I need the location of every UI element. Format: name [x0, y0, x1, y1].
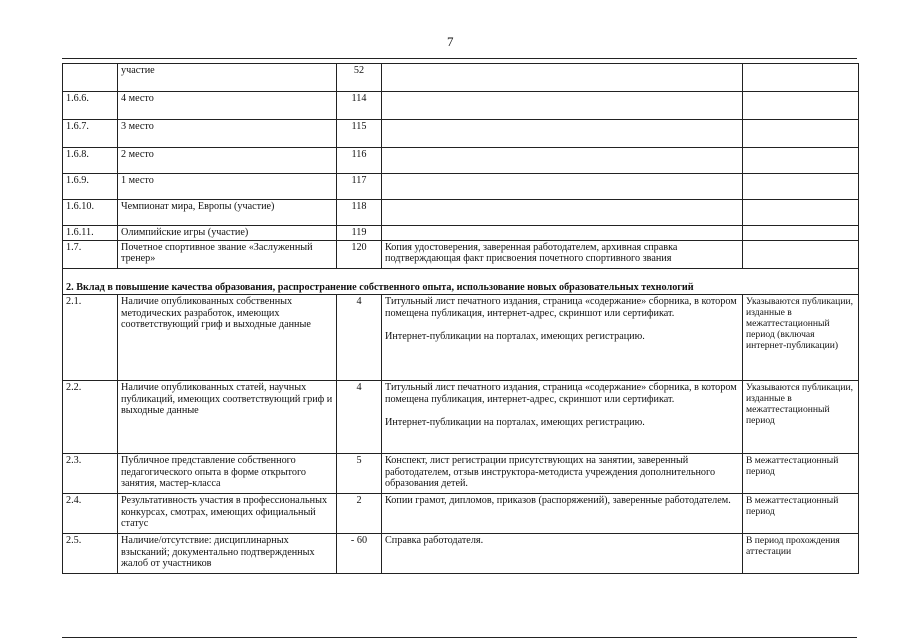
- confirming-documents: [382, 200, 743, 226]
- documents-text: Титульный лист печатного издания, страница «содержание» сборника, в котором помещена публикация, интернет-адрес, скриншот или сертификат.: [385, 296, 737, 319]
- section-2-heading: 2. Вклад в повышение качества образования, распространение собственного опыта, использование новых образовательных технологий: [63, 268, 859, 295]
- criterion-points: 52: [337, 64, 382, 92]
- row-number: 1.6.10.: [63, 200, 118, 226]
- criterion-points: 114: [337, 92, 382, 120]
- criterion-note: [743, 240, 859, 268]
- confirming-documents: [382, 148, 743, 174]
- row-number: 1.6.6.: [63, 92, 118, 120]
- criterion-points: 116: [337, 148, 382, 174]
- table-row: [63, 454, 859, 494]
- page-number: 7: [447, 34, 454, 49]
- bottom-rule: [62, 637, 857, 638]
- row-number: [63, 64, 118, 92]
- criterion-points: 120: [337, 240, 382, 268]
- criterion-name: Наличие опубликованных статей, научных публикаций, имеющих соответствующий гриф и выходные данные: [118, 381, 337, 454]
- confirming-documents: [382, 120, 743, 148]
- criterion-note: Указываются публикации, изданные в межаттестационный период (включая интернет-публикации): [743, 295, 859, 381]
- section-header-row: [63, 268, 859, 295]
- criterion-points: 119: [337, 226, 382, 241]
- confirming-documents: Конспект, лист регистрации присутствующих на занятии, заверенный работодателем, отзыв инструктора-методиста учреждения дополнительного образования детей.: [382, 454, 743, 494]
- table-row: [63, 120, 859, 148]
- row-number: 1.6.11.: [63, 226, 118, 241]
- confirming-documents: Копии грамот, дипломов, приказов (распоряжений), заверенные работодателем.: [382, 494, 743, 534]
- documents-text-extra: Интернет-публикации на порталах, имеющих регистрацию.: [385, 331, 645, 342]
- criterion-name: Чемпионат мира, Европы (участие): [118, 200, 337, 226]
- criterion-name: Наличие опубликованных собственных методических разработок, имеющих соответствующий гриф и выходные данные: [118, 295, 337, 381]
- criterion-name: Публичное представление собственного педагогического опыта в форме открытого занятия, мастер-класса: [118, 454, 337, 494]
- table-row: [63, 494, 859, 534]
- criterion-note: [743, 64, 859, 92]
- table-row: [63, 92, 859, 120]
- criterion-points: 2: [337, 494, 382, 534]
- criterion-points: 118: [337, 200, 382, 226]
- criterion-points: - 60: [337, 534, 382, 574]
- criterion-name: Результативность участия в профессиональных конкурсах, смотрах, имеющих официальный статус: [118, 494, 337, 534]
- criterion-note: [743, 120, 859, 148]
- confirming-documents: [382, 226, 743, 241]
- top-rule: [62, 58, 857, 59]
- criterion-note: [743, 226, 859, 241]
- table-row: [63, 226, 859, 241]
- criteria-table: [62, 63, 859, 574]
- criterion-name: Почетное спортивное звание «Заслуженный тренер»: [118, 240, 337, 268]
- criterion-note: [743, 148, 859, 174]
- table-row: [63, 148, 859, 174]
- confirming-documents: Справка работодателя.: [382, 534, 743, 574]
- confirming-documents: [382, 295, 743, 381]
- criterion-points: 4: [337, 381, 382, 454]
- row-number: 2.4.: [63, 494, 118, 534]
- table-row: [63, 240, 859, 268]
- confirming-documents: Копия удостоверения, заверенная работодателем, архивная справка подтверждающая факт присвоения почетного спортивного звания: [382, 240, 743, 268]
- row-number: 2.3.: [63, 454, 118, 494]
- table-row: [63, 381, 859, 454]
- table-row: [63, 64, 859, 92]
- criterion-points: 5: [337, 454, 382, 494]
- row-number: 1.7.: [63, 240, 118, 268]
- table-row: [63, 200, 859, 226]
- table-row: [63, 534, 859, 574]
- criterion-name: 4 место: [118, 92, 337, 120]
- criterion-name: 2 место: [118, 148, 337, 174]
- row-number: 1.6.9.: [63, 174, 118, 200]
- documents-text: Титульный лист печатного издания, страница «содержание» сборника, в котором помещена публикация, интернет-адрес, скриншот или сертификат.: [385, 382, 737, 405]
- criterion-note: [743, 92, 859, 120]
- criterion-points: 115: [337, 120, 382, 148]
- criterion-note: Указываются публикации, изданные в межаттестационный период: [743, 381, 859, 454]
- criterion-name: Олимпийские игры (участие): [118, 226, 337, 241]
- table-row: [63, 295, 859, 381]
- documents-text-extra: Интернет-публикации на порталах, имеющих регистрацию.: [385, 417, 645, 428]
- row-number: 2.5.: [63, 534, 118, 574]
- criterion-note: В период прохождения аттестации: [743, 534, 859, 574]
- criterion-name: 1 место: [118, 174, 337, 200]
- row-number: 1.6.7.: [63, 120, 118, 148]
- confirming-documents: [382, 381, 743, 454]
- table-row: [63, 174, 859, 200]
- criterion-note: В межаттестационный период: [743, 494, 859, 534]
- row-number: 2.1.: [63, 295, 118, 381]
- row-number: 2.2.: [63, 381, 118, 454]
- confirming-documents: [382, 64, 743, 92]
- confirming-documents: [382, 92, 743, 120]
- criterion-name: 3 место: [118, 120, 337, 148]
- criterion-note: [743, 200, 859, 226]
- criterion-points: 4: [337, 295, 382, 381]
- criterion-points: 117: [337, 174, 382, 200]
- criterion-note: [743, 174, 859, 200]
- criterion-note: В межаттестационный период: [743, 454, 859, 494]
- confirming-documents: [382, 174, 743, 200]
- criterion-name: Наличие/отсутствие: дисциплинарных взысканий; документально подтвержденных жалоб от участников: [118, 534, 337, 574]
- row-number: 1.6.8.: [63, 148, 118, 174]
- criterion-name: участие: [118, 64, 337, 92]
